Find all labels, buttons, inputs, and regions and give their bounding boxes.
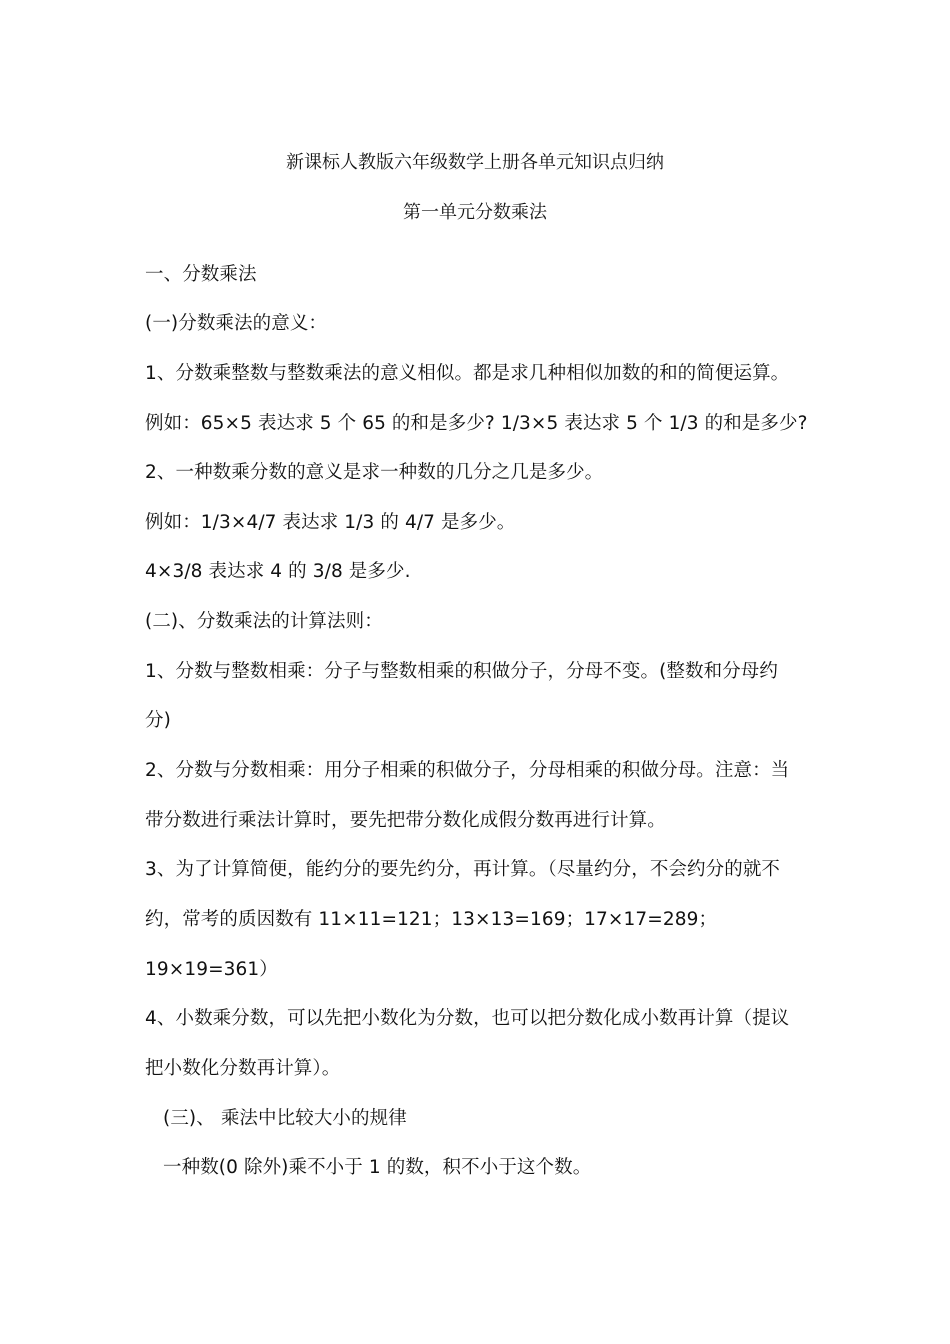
paragraph-line: 19×19=361）: [145, 959, 278, 980]
paragraph-line: 把小数化分数再计算）。: [145, 1058, 341, 1079]
section-heading: 一、分数乘法: [145, 264, 257, 285]
unit-title: 第一单元分数乘法: [403, 202, 547, 223]
paragraph-line: 例如：1/3×4/7 表达求 1/3 的 4/7 是多少。: [145, 512, 516, 533]
document-title: 新课标人教版六年级数学上册各单元知识点归纳: [286, 152, 664, 173]
paragraph-line: 约，常考的质因数有 11×11=121；13×13=169；17×17=289；: [145, 909, 718, 930]
paragraph-line: 2、分数与分数相乘：用分子相乘的积做分子，分母相乘的积做分母。注意：当: [145, 760, 790, 781]
paragraph-line: 带分数进行乘法计算时，要先把带分数化成假分数再进行计算。: [145, 810, 666, 831]
paragraph-line: 1、分数与整数相乘：分子与整数相乘的积做分子，分母不变。(整数和分母约: [145, 661, 778, 682]
paragraph-line: 3、为了计算简便，能约分的要先约分，再计算。（尽量约分，不会约分的就不: [145, 859, 781, 880]
subsection-heading: (二)、分数乘法的计算法则：: [145, 611, 383, 632]
paragraph-line: 4、小数乘分数，可以先把小数化为分数，也可以把分数化成小数再计算（提议: [145, 1008, 790, 1029]
subsection-heading: (一)分数乘法的意义：: [145, 313, 328, 334]
subsection-heading: (三)、 乘法中比较大小的规律: [163, 1108, 407, 1129]
paragraph-line: 一种数(0 除外)乘不小于 1 的数，积不小于这个数。: [163, 1157, 592, 1178]
paragraph-line: 2、一种数乘分数的意义是求一种数的几分之几是多少。: [145, 462, 604, 483]
paragraph-line: 1、分数乘整数与整数乘法的意义相似。都是求几种相似加数的和的简便运算。: [145, 363, 790, 384]
paragraph-line: 4×3/8 表达求 4 的 3/8 是多少.: [145, 561, 411, 582]
paragraph-line: 例如：65×5 表达求 5 个 65 的和是多少? 1/3×5 表达求 5 个 1/3 的和是多少?: [145, 413, 808, 434]
paragraph-line: 分): [145, 710, 171, 731]
